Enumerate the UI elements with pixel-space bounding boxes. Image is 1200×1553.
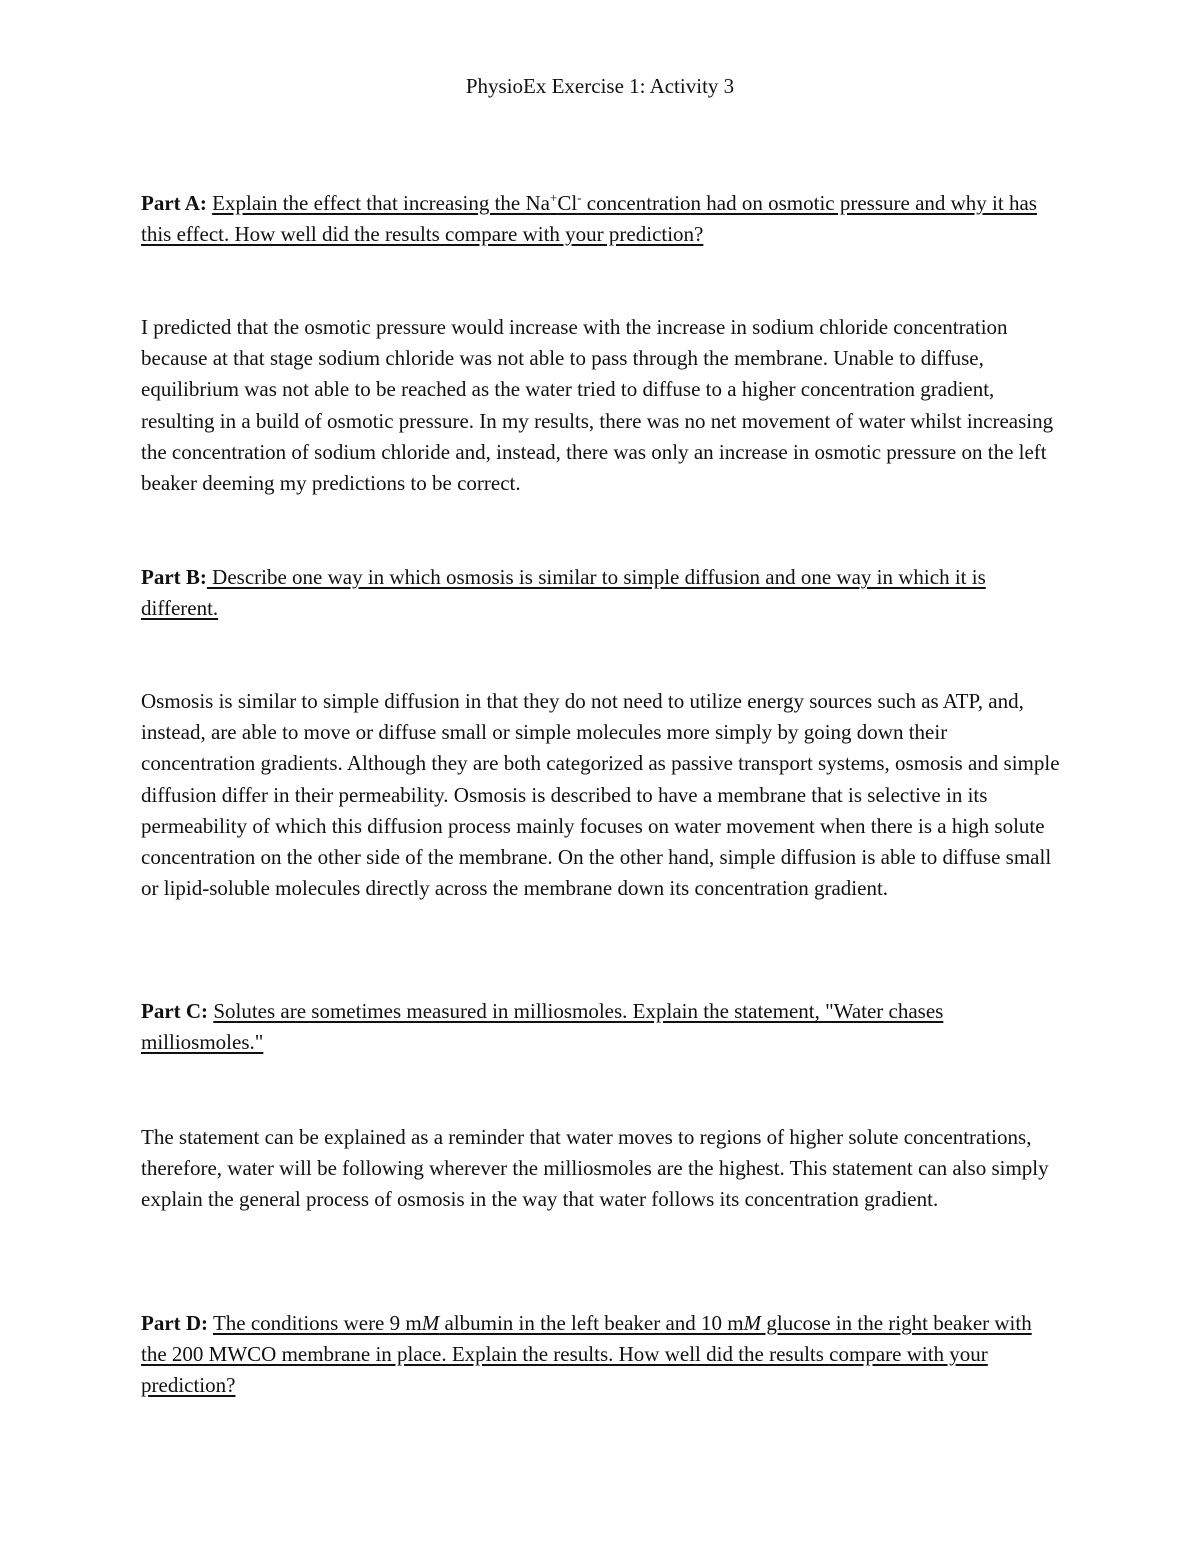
part-b-label: Part B:: [141, 565, 207, 589]
part-a-question-cl: Cl: [557, 191, 578, 215]
part-d-question-text: [141, 1311, 1032, 1397]
part-a-question-text: [141, 191, 1037, 246]
part-a-label: Part A:: [141, 191, 207, 215]
part-a-question: [141, 188, 1061, 250]
part-a-question-post: concentration had on osmotic pressure and why it has this effect. How well did the results compare with your prediction?: [141, 191, 1037, 247]
part-d-q2: albumin in the left beaker and 10 m: [439, 1311, 744, 1335]
part-b-question-text: Describe one way in which osmosis is similar to simple diffusion and one way in which it is different.: [141, 565, 986, 621]
part-a-sup-plus: +: [549, 190, 558, 205]
part-a-question-pre: Explain the effect that increasing the Na: [212, 191, 550, 215]
document-title: PhysioEx Exercise 1: Activity 3: [465, 74, 735, 98]
part-d-unit2: M: [743, 1311, 762, 1335]
part-b-question: [141, 562, 1061, 624]
part-b-answer: Osmosis is similar to simple diffusion in that they do not need to utilize energy sources such as ATP, and, instead, are able to move or diffuse small or simple molecules more simply by going down their concentration gradients. Although they are both categorized as passive transport systems, osmosis and simple diffusion differ in their permeability. Osmosis is described to have a membrane that is selective in its permeability of which this diffusion process mainly focuses on water movement when there is a high solute concentration on the other side of the membrane. On the other hand, simple diffusion is able to diffuse small or lipid-soluble molecules directly across the membrane down its concentration gradient.: [141, 689, 1060, 901]
part-a-answer: I predicted that the osmotic pressure would increase with the increase in sodium chloride concentration because at that stage sodium chloride was not able to pass through the membrane. Unable to diffuse, equilibrium was not able to be reached as the water tried to diffuse to a higher concentration gradient, resulting in a build of osmotic pressure. In my results, there was no net movement of water whilst increasing the concentration of sodium chloride and, instead, there was only an increase in osmotic pressure on the left beaker deeming my predictions to be correct.: [141, 315, 1054, 496]
part-d-unit1: M: [421, 1311, 440, 1335]
part-c-answer: The statement can be explained as a reminder that water moves to regions of higher solute concentrations, therefore, water will be following wherever the milliosmoles are the highest. This statement can also simply explain the general process of osmosis in the way that water follows its concentration gradient.: [141, 1125, 1049, 1212]
part-c-question-text: Solutes are sometimes measured in milliosmoles. Explain the statement, "Water chases milliosmoles.": [141, 999, 944, 1055]
part-a-sup-minus: -: [577, 190, 582, 205]
part-d-label: Part D:: [141, 1311, 209, 1335]
part-c-label: Part C:: [141, 999, 209, 1023]
part-d-q1: The conditions were 9 m: [212, 1311, 422, 1335]
part-d-q3: glucose in the right beaker with the 200 MWCO membrane in place. Explain the results. How well did the results compare with your prediction?: [141, 1311, 1032, 1398]
part-d-question: [141, 1308, 1061, 1402]
part-c-question: [141, 996, 1061, 1058]
